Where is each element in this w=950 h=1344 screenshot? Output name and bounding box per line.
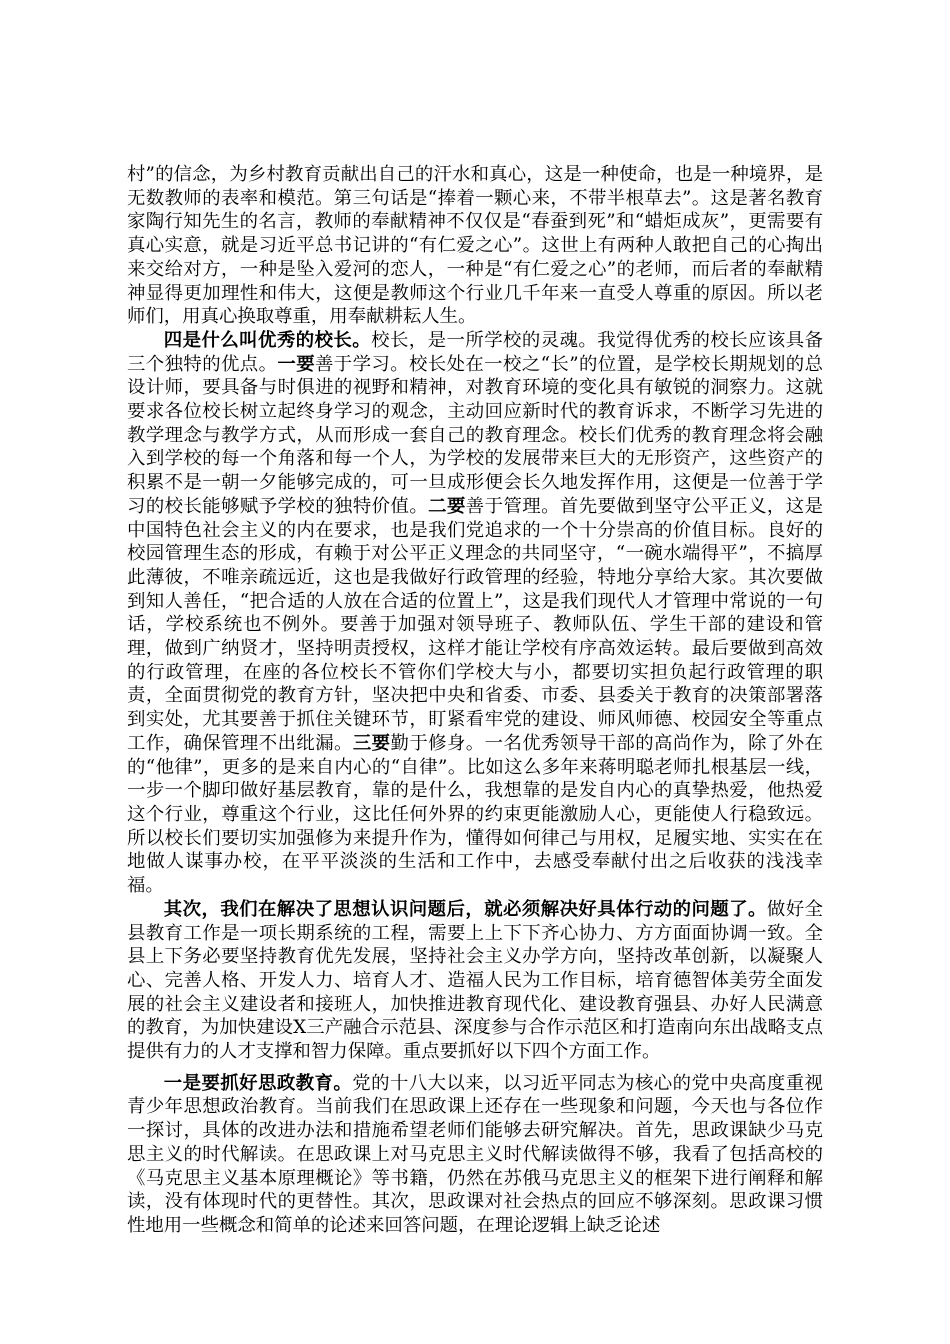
paragraph-1-text: 村”的信念，为乡村教育贡献出自己的汗水和真心，这是一种使命，也是一种境界，是无数教师的表率和模范。第三句话是“捧着一颗心来，不带半根草去”。这是著名教育家陶行知先生的名言，教师的奉献精神不仅仅是“春蚕到死”和“蜡炬成灰”，更需要有真心实意，就是习近平总书记讲的“有仁爱之心”。这世上有两种人敢把自己的心掏出来交给对方，一种是坠入爱河的恋人，一种是“有仁爱之心”的老师，而后者的奉献精神显得更加理性和伟大，这便是教师这个行业几千年来一直受人尊重的原因。所以老师们，用真心换取尊重，用奉献耕耘人生。 bbox=[127, 164, 823, 328]
paragraph-2-heading: 四是什么叫优秀的校长。 bbox=[163, 329, 372, 351]
paragraph-2-text-d: 勤于修身。一名优秀领导干部的高尚作为，除了外在的“他律”，更多的是来自内心的“自律”。比如这么多年来蒋明聪老师扎根基层一线，一步一个脚印做好基层教育，靠的是什么，我想靠的是发自内心的真挚热爱，他热爱这个行业，尊重这个行业，这比任何外界的约束更能激励人心，更能使人行稳致远。所以校长们要切实加强修为来提升作为，懂得如何律己与用权，足履实地、实实在在地做人谋事办校，在平平淡淡的生活和工作中，去感受奉献付出之后收获的浅浅幸福。 bbox=[127, 732, 823, 897]
paragraph-2-point-3: 三要 bbox=[352, 732, 391, 754]
document-body bbox=[127, 163, 823, 1238]
paragraph-1 bbox=[127, 163, 823, 329]
paragraph-4 bbox=[127, 1072, 823, 1238]
paragraph-2-text-c: 善于管理。首先要做到坚守公平正义，这是中国特色社会主义的内在要求，也是我们党追求的一个十分崇高的价值目标。良好的校园管理生态的形成，有赖于对公平正义理念的共同坚守，“一碗水端得平”，不搞厚此薄彼，不唯亲疏远近，这也是我做好行政管理的经验，特地分享给大家。其次要做到知人善任，“把合适的人放在合适的位置上”，这是我们现代人才管理中常说的一句话，学校系统也不例外。要善于加强对领导班子、教师队伍、学生干部的建设和管理，做到广纳贤才，坚持明责授权，这样才能让学校有序高效运转。最后要做到高效的行政管理，在座的各位校长不管你们学校大与小，都要切实担负起行政管理的职责，全面贯彻党的教育方针，坚决把中央和省委、市委、县委关于教育的决策部署落到实处，尤其要善于抓住关键环节，盯紧看牢党的建设、师风师德、校园安全等重点工作，确保管理不出纰漏。 bbox=[127, 495, 823, 754]
paragraph-2-point-1: 一要 bbox=[277, 353, 315, 375]
paragraph-3-text: 做好全县教育工作是一项长期系统的工程，需要上上下下齐心协力、方方面面协调一致。全县上下务必要坚持教育优先发展，坚持社会主义办学方向，坚持改革创新，以凝聚人心、完善人格、开发人力、培育人才、造福人民为工作目标，培育德智体美劳全面发展的社会主义建设者和接班人，加快推进教育现代化、建设教育强县、办好人民满意的教育，为加快建设X三产融合示范县、深度参与合作示范区和打造南向东出战略支点提供有力的人才支撑和智力保障。重点要抓好以下四个方面工作。 bbox=[127, 898, 823, 1063]
paragraph-4-text: 党的十八大以来，以习近平同志为核心的党中央高度重视青少年思想政治教育。当前我们在思政课上还存在一些现象和问题，今天也与各位作一探讨，具体的改进办法和措施希望老师们能够去研究解决。首先，思政课缺少马克思主义的时代解读。在思政课上对马克思主义时代解读做得不够，我看了包括高校的《马克思主义基本原理概论》等书籍，仍然在苏俄马克思主义的框架下进行阐释和解读，没有体现时代的更替性。其次，思政课对社会热点的回应不够深刻。思政课习惯性地用一些概念和简单的论述来回答问题，在理论逻辑上缺乏论述 bbox=[127, 1072, 823, 1236]
paragraph-3 bbox=[127, 898, 823, 1064]
paragraph-3-heading: 其次，我们在解决了思想认识问题后，就必须解决好具体行动的问题了。 bbox=[163, 898, 767, 920]
paragraph-2 bbox=[127, 329, 823, 898]
paragraph-2-text-b: 善于学习。校长处在一校之“长”的位置，是学校长期规划的总设计师，要具备与时俱进的视野和精神，对教育环境的变化具有敏锐的洞察力。这就要求各位校长树立起终身学习的观念，主动回应新时代的教育诉求，不断学习先进的教学理念与教学方式，从而形成一套自己的教育理念。校长们优秀的教育理念将会融入到学校的每一个角落和每一个人，为学校的发展带来巨大的无形资产，这些资产的积累不是一朝一夕能够完成的，可一旦成形便会长久地发挥作用，这便是一位善于学习的校长能够赋予学校的独特价值。 bbox=[127, 353, 823, 517]
paragraph-2-point-2: 二要 bbox=[428, 495, 466, 517]
paragraph-4-heading: 一是要抓好思政教育。 bbox=[163, 1072, 353, 1094]
paragraph-2-text-a: 校长，是一所学校的灵魂。我觉得优秀的校长应该具备三个独特的优点。 bbox=[127, 329, 823, 375]
